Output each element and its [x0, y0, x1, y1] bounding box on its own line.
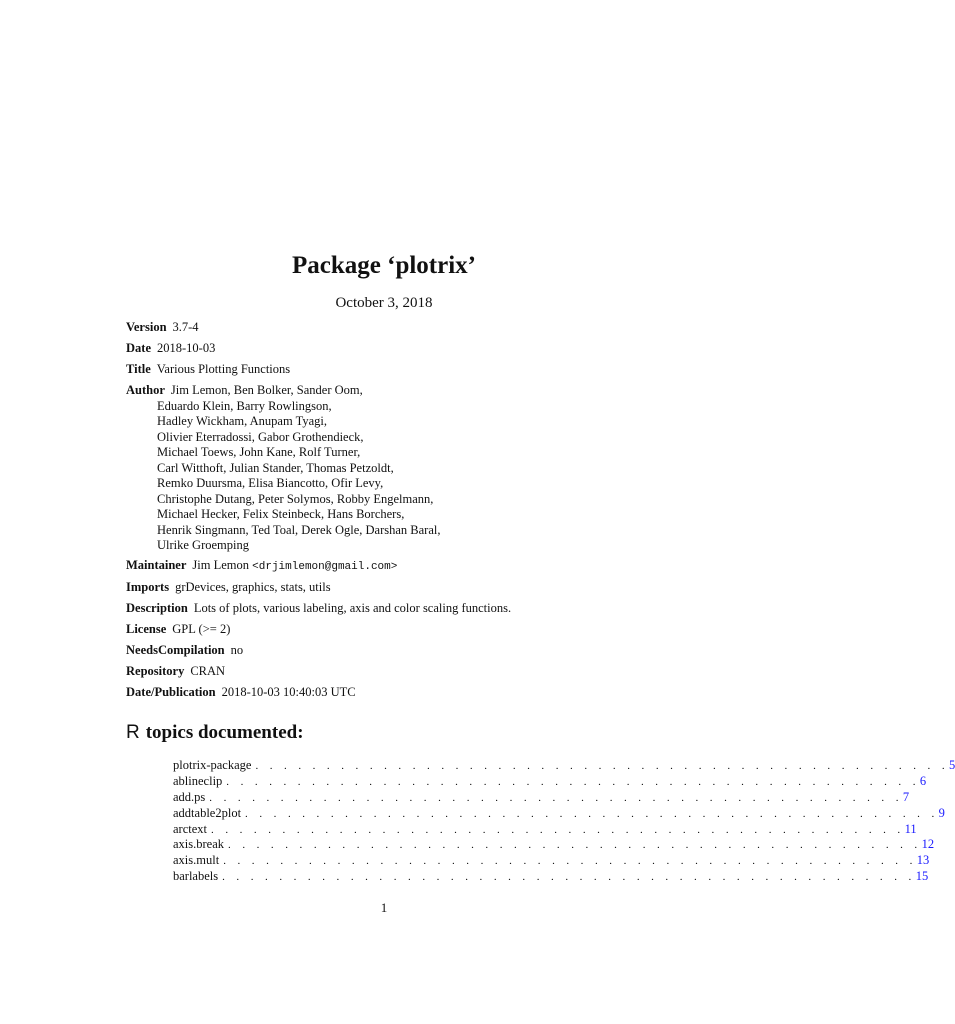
toc-item-name: axis.break: [173, 837, 225, 852]
page-number: 1: [380, 900, 388, 915]
toc-item-add-ps[interactable]: [173, 789, 910, 806]
field-label: Maintainer: [126, 558, 187, 572]
field-label: Version: [126, 320, 167, 334]
field-date-publication: [126, 685, 356, 701]
toc-page-link[interactable]: 5: [949, 758, 955, 772]
field-label: Description: [126, 601, 188, 615]
toc-leader-dots: . . . . . . . . . . . . . . . . . . . . . . . . . . . . . . . . . . . . . . . . . . . . . . . . .: [255, 760, 949, 772]
field-license: [126, 622, 230, 638]
field-value: Lots of plots, various labeling, axis and color scaling functions.: [193, 601, 512, 615]
field-value: 2018-10-03: [157, 341, 216, 355]
toc-item-name: arctext: [173, 821, 208, 836]
author-line: Michael Toews, John Kane, Rolf Turner,: [157, 445, 361, 460]
toc-item-addtable2plot[interactable]: [173, 805, 945, 822]
author-line: Olivier Eterradossi, Gabor Grothendieck,: [157, 429, 364, 444]
field-value: CRAN: [190, 664, 226, 678]
toc-leader-dots: . . . . . . . . . . . . . . . . . . . . . . . . . . . . . . . . . . . . . . . . . . . . . . . . .: [222, 871, 916, 884]
field-maintainer: [126, 558, 397, 576]
field-description: [126, 601, 511, 617]
package-date: October 3, 2018: [335, 295, 433, 311]
author-line: Ulrike Groemping: [157, 538, 249, 553]
r-logo-letter: R: [126, 722, 140, 743]
toc-leader-dots: . . . . . . . . . . . . . . . . . . . . . . . . . . . . . . . . . . . . . . . . . . . . . . . . .: [228, 839, 922, 852]
toc-item-plotrix-package[interactable]: [173, 758, 955, 774]
toc-item-axis-break[interactable]: [173, 837, 935, 853]
toc-item-name: addtable2plot: [173, 805, 242, 820]
field-needs-compilation: [126, 643, 243, 659]
table-of-contents: [173, 758, 955, 885]
field-label: NeedsCompilation: [126, 643, 225, 657]
field-value: 2018-10-03 10:40:03 UTC: [221, 685, 356, 699]
toc-item-arctext[interactable]: [173, 821, 917, 838]
field-date: [126, 341, 215, 357]
field-label: License: [126, 622, 167, 636]
author-line: Henrik Singmann, Ted Toal, Derek Ogle, Darshan Baral,: [157, 522, 441, 537]
toc-leader-dots: . . . . . . . . . . . . . . . . . . . . . . . . . . . . . . . . . . . . . . . . . . . . . . . . .: [211, 823, 905, 836]
maintainer-email: <drjimlemon@gmail.com>: [252, 561, 398, 573]
toc-item-name: add.ps: [173, 789, 206, 804]
field-title: [126, 362, 290, 378]
field-value: Various Plotting Functions: [156, 362, 291, 376]
field-label: Repository: [126, 664, 185, 678]
toc-page-link[interactable]: 9: [938, 805, 945, 820]
author-line: Eduardo Klein, Barry Rowlingson,: [157, 399, 332, 413]
package-title: Package ‘plotrix’: [292, 252, 476, 279]
field-label: Date: [126, 341, 151, 355]
toc-item-barlabels[interactable]: [173, 869, 929, 885]
toc-page-link[interactable]: 6: [919, 773, 927, 788]
toc-leader-dots: . . . . . . . . . . . . . . . . . . . . . . . . . . . . . . . . . . . . . . . . . . . . . . . . .: [226, 775, 920, 788]
field-value: GPL (>= 2): [172, 622, 231, 636]
toc-page-link[interactable]: 11: [904, 821, 917, 836]
author-line: Carl Witthoft, Julian Stander, Thomas Petzoldt,: [157, 460, 394, 475]
toc-leader-dots: . . . . . . . . . . . . . . . . . . . . . . . . . . . . . . . . . . . . . . . . . . . . . . . . .: [223, 855, 917, 868]
field-value: grDevices, graphics, stats, utils: [175, 580, 331, 594]
field-label: Title: [126, 362, 151, 376]
author-line: Michael Hecker, Felix Steinbeck, Hans Borchers,: [157, 507, 405, 522]
field-label: Imports: [126, 580, 170, 594]
toc-page-link[interactable]: 13: [916, 853, 930, 868]
toc-item-name: barlabels: [173, 869, 219, 884]
toc-page-link[interactable]: 12: [921, 837, 935, 852]
field-value: Jim Lemon, Ben Bolker, Sander Oom,: [170, 383, 363, 397]
toc-leader-dots: . . . . . . . . . . . . . . . . . . . . . . . . . . . . . . . . . . . . . . . . . . . . . . . . .: [245, 807, 939, 820]
toc-leader-dots: . . . . . . . . . . . . . . . . . . . . . . . . . . . . . . . . . . . . . . . . . . . . . . . . .: [209, 791, 903, 804]
field-value: no: [230, 643, 244, 657]
author-list: [157, 399, 440, 554]
toc-item-name: ablineclip: [173, 773, 223, 788]
author-line: Remko Duursma, Elisa Biancotto, Ofir Levy,: [157, 476, 384, 491]
toc-page-link[interactable]: 15: [915, 869, 929, 884]
toc-item-ablineclip[interactable]: [173, 773, 927, 790]
maintainer-name: Jim Lemon: [192, 558, 250, 572]
field-imports: [126, 580, 331, 596]
toc-item-name: plotrix-package: [173, 758, 252, 772]
field-author: [126, 383, 363, 399]
field-value: 3.7-4: [172, 320, 199, 334]
toc-item-name: axis.mult: [173, 853, 220, 868]
toc-page-link[interactable]: 7: [902, 789, 910, 804]
field-repository: [126, 664, 225, 680]
field-label: Date/Publication: [126, 685, 216, 699]
field-version: [126, 320, 199, 336]
field-label: Author: [126, 383, 165, 397]
toc-item-axis-mult[interactable]: [173, 853, 930, 869]
author-line: Christophe Dutang, Peter Solymos, Robby Engelmann,: [157, 491, 434, 506]
author-line: Hadley Wickham, Anupam Tyagi,: [157, 414, 328, 429]
toc-heading: [126, 722, 304, 744]
toc-heading-text: topics documented:: [145, 722, 304, 743]
